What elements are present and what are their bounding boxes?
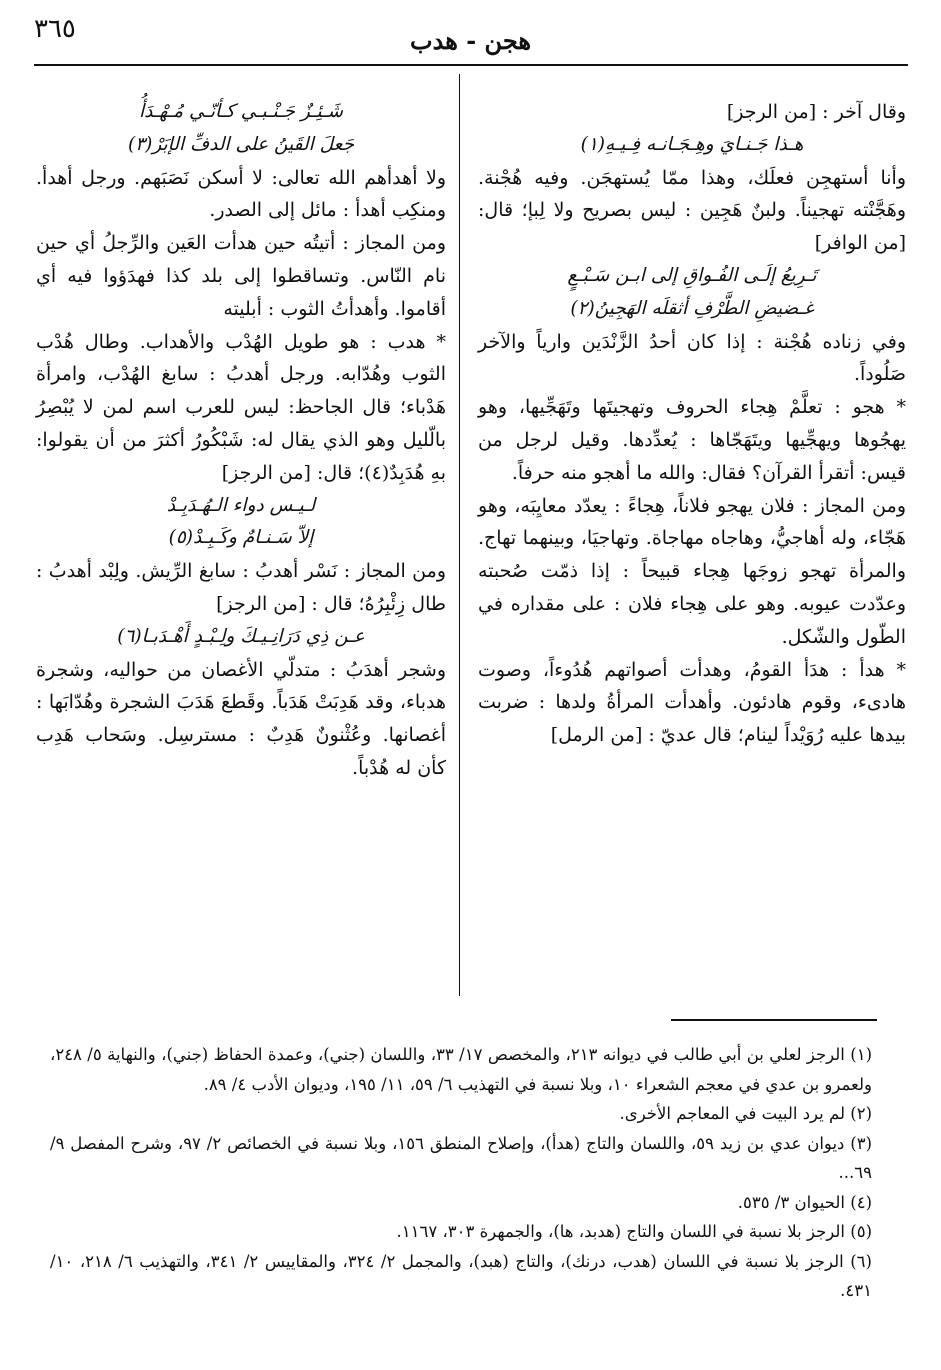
paragraph: وفي زناده هُجْنة : إذا كان أحدُ الزَّنْدَين وارياً والآخر صَلُوداً. xyxy=(478,330,906,386)
footnote: (٦) الرجز بلا نسبة في اللسان (هدب، درنك)، والتاج (هبد)، والمجمل ٢/ ٣٢٤، والمقاييس ٢/ ٣٤١، والتهذيب ٦/ ٢١٨، ١٠/ ٤٣١. xyxy=(50,1251,872,1300)
paragraph: ومن المجاز : أتيتُه حين هدأت العَين والرِّجلُ أي حين نام النّاس. وتساقطوا إلى بلد كذا فهدَؤوا فيه أي أقاموا. وأهدأتُ الثوب : أبليته xyxy=(36,232,446,320)
header-rule xyxy=(34,64,908,66)
footnote: (٢) لم يرد البيت في المعاجم الأخرى. xyxy=(619,1104,872,1123)
verse-line: جَعلَ القَينُ على الدفِّ الإبَرْ(٣) xyxy=(127,133,355,155)
footnote: (٣) ديوان عدي بن زيد ٥٩، واللسان والتاج (هدأ)، وإصلاح المنطق ١٥٦، وبلا نسبة في الخصائص ٢/ ٩٧، وشرح المفصل ٩/ ٦٩... xyxy=(50,1133,872,1182)
footnote-rule xyxy=(671,1019,877,1021)
footnote: (٥) الرجز بلا نسبة في اللسان والتاج (هدبد، ها)، والجمهرة ٣٠٣، ١١٦٧. xyxy=(396,1222,872,1241)
footnote: (١) الرجز لعلي بن أبي طالب في ديوانه ٢١٣، والمخصص ١٧/ ٣٣، واللسان (جني)، وعمدة الحفاظ (جني)، والنهاية ٥/ ٢٤٨، ولعمرو بن عدي في معجم الشعراء ١٠، وبلا نسبة في التهذيب ٦/ ٥٩، ١١/ ١٩٥، وديوان الأدب ٤/ ٨٩. xyxy=(50,1045,872,1094)
entry-hadab: * هدب : هو طويل الهُدْب والأهداب. وطال هُدْب الثوب وهُدّابه. ورجل أهدبُ : سابغ الهُدْب، وامرأة هَدْباء؛ قال الجاحظ: ليس للعرب اسم لمن لا يُبْصِرُ بالّليل وهو الذي يقال له: شَبْكُورُ أكثرَ من أن يقولوا: بهِ هُدَبِدٌ(٤)؛ قال: [من الرجز] xyxy=(36,330,446,484)
footnote: (٤) الحيوان ٣/ ٥٣٥. xyxy=(737,1192,872,1212)
verse-line: لـيـس دواء الـهُـدَبِـدْ xyxy=(166,494,316,516)
paragraph: ومن المجاز : فلان يهجو فلاناً، هِجاءً : يعدّد معايِبَه، وهو هَجّاء، وله أهاجيُّ، وهاجاه مهاجاة. وتهاجيَا، وبينهما تهاج. والمرأة تهجو زوجَها هِجاء قبيحاً : إذا ذمّت صُحبته وعدّدت عيوبه. وهو على هِجاء فلان : على مقداره في الطّول والشّكل. xyxy=(478,494,906,648)
verse-line: شَـئِـزٌ جَـنْـبـي كـأنّـي مُـهْـدَأُ xyxy=(138,101,344,122)
entry-hada: * هدأ : هدَأ القومُ، وهدأت أصواتهم هُدُوءاً، وصوت هادىء، وقوم هادئون. وأهدأت المرأةُ ولدها : ضربت بيدها عليه رُوَيْداً لينام؛ قال عديّ : [من الرمل] xyxy=(478,658,906,747)
entry-hajw: * هجو : تعلَّمْ هِجاء الحروف وتهجيتَها وتَهَجِّيها، وهو يهجُوها ويهجِّيها ويتَهَجّاها : يُعدِّدها. وقيل لرجل من قيس: أتقرأ القرآن؟ فقال: والله ما أهجو منه حرفاً. xyxy=(478,396,906,484)
paragraph: وأنا أستهجِن فعلَك، وهذا ممّا يُستهجَن. وفيه هُجْنة. وهَجَّنْته تهجيناً. ولبنٌ هَجِين : ليس بصريح ولا لِبإ؛ قال: [من الوافر] xyxy=(478,166,906,255)
paragraph: ولا أهدأهم الله تعالى: لا أسكن نَصَبَهم. ورجل أهدأ. ومنكِب أهدأ : مائل إلى الصدر. xyxy=(36,166,446,222)
right-column xyxy=(478,96,906,752)
running-head: هجن - هدب xyxy=(410,26,531,55)
paragraph: وشجر أهدَبُ : متدلّي الأغصان من حواليه، وشجرة هدباء، وقد هَدِبَتْ هَدَباً. وقَطعَ هَدَبَ الشجرة وهُدّابَها : أغصانها. وعُثْنونٌ هَدِبٌ : مسترسِل. وسَحاب هَدِب كأن له هُدْباً. xyxy=(36,658,446,779)
verse-line: هـذا جَـنـايَ وهِـجَـانـه فِـيـهِ(١) xyxy=(580,133,804,155)
verse-line: عـن ذِي دَرَانِـيـكَ ولِـبْـدٍ أَهْـدَبـا(٦) xyxy=(117,625,365,647)
left-column xyxy=(36,96,446,785)
verse-line: إلاّ سَـنـامٌ وكَـبِـدْ(٥) xyxy=(168,527,314,549)
footnotes xyxy=(50,1040,872,1306)
verse-line: غـضيضِ الطَّرْفِ أثقلَه الهَجِينُ(٢) xyxy=(570,297,814,319)
paragraph: ومن المجاز : نَسْر أهدبُ : سابغ الرِّيش. ولِبْد أهدبُ : طال زِئْبِرُهُ؛ قال : [من الرجز] xyxy=(36,560,446,615)
column-separator xyxy=(459,74,460,996)
page-number: ٣٦٥ xyxy=(34,14,76,44)
verse-line: تَـرِيعُ إلَـى الفُـواقِ إلى ابـن سَـبْـعٍ xyxy=(567,264,817,286)
paragraph: وقال آخر : [من الرجز] xyxy=(726,101,906,123)
